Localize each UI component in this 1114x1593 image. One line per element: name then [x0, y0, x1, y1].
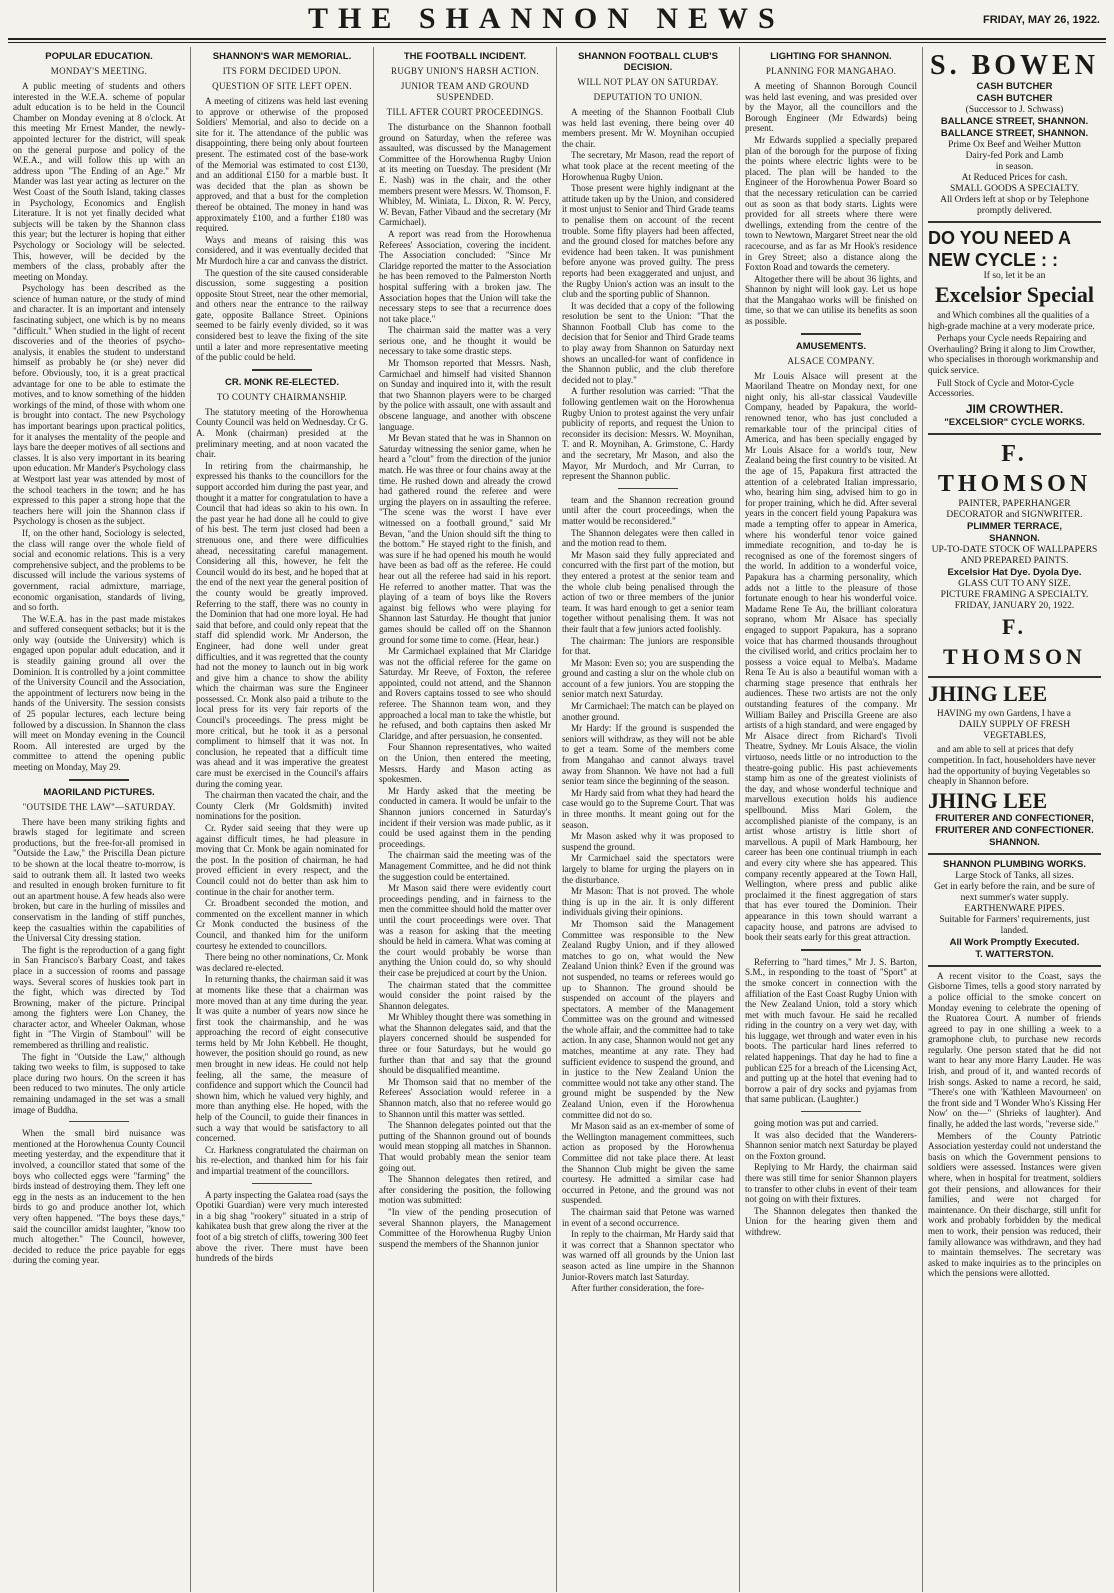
ad-heading: DO YOU NEED A NEW CYCLE : :	[928, 228, 1071, 270]
ad-line: EARTHENWARE PIPES.	[964, 903, 1065, 914]
paragraph: The chairman said the meeting was of the Management Committee, and he did not think the suggestion could be entertained.	[379, 850, 551, 882]
newspaper-title: THE SHANNON NEWS	[308, 2, 785, 35]
paragraph: If, on the other hand, Sociology is selected, the class will range over the whole field of social and economic relations. This is a very comprehensive subject, and the problems to be discussed will include the various systems of government, racial admixture, marriage, economic organisation, standards of living, and so forth.	[13, 527, 185, 613]
subhead: PLANNING FOR MANGAHAO.	[765, 66, 897, 76]
paragraph: Altogether there will be about 36 lights, and Shannon by night will look gay. Let us hope that the Mangahao works will be finished on time, so that we can utilise its benefits as soon as possible.	[745, 273, 917, 327]
paragraph: Referring to "hard times," Mr J. S. Barton, S.M., in responding to the toast of "Sport" at the smoke concert in connection with the affiliation of the East Coast Rugby Union with the New Zealand Union, told a story which met with much favour. He said he recalled riding in the country on a very wet day, with his luggage, wet through and water even in his boots. The particular hard lines referred to related happenings. That day he had to fine a publican £25 for a breach of the Licensing Act, and putting up at the hotel that evening had to borrow a pair of dry socks and pyjamas from that same publican. (Laughter.)	[745, 956, 917, 1105]
column-6-advertisements	[923, 47, 1106, 1592]
ad-title: F. THOMSON	[943, 613, 1086, 669]
headline-popular-education: POPULAR EDUCATION.	[45, 51, 153, 62]
ad-line: in season.	[995, 162, 1034, 172]
paragraph: In retiring from the chairmanship, he expressed his thanks to the councillors for the support accorded him during the past year, and thought it a matter for congratulation to have a Council that had ideas so akin to his own. In the past year he had done all he could to give of his best. The term just closed had been a strenuous one, and there were difficulties ahead, necessitating careful management. Considering all this, however, he felt the Council would do its best, and he hoped that at the end of the next year the general position of the county would be greatly improved. Referring to the staff, there was no county in the Dominion that had one more loyal. He had said that before, and could only repeat that the staff did splendid work. Mr Anderson, the Engineer, had done well under great difficulties, and it was regretted that the county had not the money to launch out in big work and give him a chance to show the ability which the chairman was sure the Engineer possessed. Cr. Monk also paid a tribute to the local press for its very fair reports of the Council's proceedings. The press might be more critical, but he took it as a personal compliment to himself that it was not. In conclusion, he repeated that a difficult time was ahead and it was imperative the greatest care must be exercised in the Council's affairs during the coming year.	[196, 460, 368, 789]
headline-monk-re-elected: CR. MONK RE-ELECTED.	[225, 376, 339, 388]
ad-line: FRIDAY, JANUARY 20, 1922.	[954, 600, 1075, 611]
paragraph: Mr Mason said as an ex-member of some of the Wellington management committees, such action as proposed by the Horowhenua Committee did not take place there. At least the Shannon Club might be given the same courtesy. He admitted a similar case had occurred in Petone, and the ground was not suspended.	[562, 1121, 734, 1206]
column-5	[740, 47, 923, 1592]
ad-line: (Successor to J. Schwass)	[965, 105, 1064, 115]
paragraph: In returning thanks, the chairman said it was at moments like these that a chairman was more moved than at any time during the year. It was quite a number of years now since he first took the chairmanship, and he was approaching the record of eight consecutive terms held by Mr John Kebbell. He thought, however, the position should go round, as new men brought in new ideas. He could not help feeling, all the same, the measure of confidence and support which the Council had shown him, which he valued very highly, and more than anything else. He hoped, with the help of the Council, to guide their finances in such a way that would be satisfactory to all concerned.	[196, 974, 368, 1144]
paragraph: Those present were highly indignant at the attitude taken up by the Union, and considered it most unjust to Senior and Third Grade teams to penalise them on account of the recent trouble. Some fifty players had been affected, and the ground closed for matches before any evidence had been taken. It was punishment before anyone was proved guilty. The press reports had been exaggerated and unjust, and the Rugby Union's action was an insult to the club and the sporting public of Shannon.	[562, 183, 734, 300]
paragraph: The statutory meeting of the Horowhenua County Council was held on Wednesday. Cr G. A. Monk (chairman) presided at the preliminary meeting, and at noon vacated the chair.	[196, 406, 368, 460]
paragraph: It was also decided that the Wanderers-Shannon senior match next Saturday be played on the Foxton ground.	[745, 1129, 917, 1161]
column-3	[374, 47, 557, 1592]
ad-line: SMALL GOODS A SPECIALTY.	[950, 184, 1079, 194]
ad-bowen-butcher	[928, 47, 1101, 223]
paragraph: The Shannon delegates then thanked the Union for the hearing given them and withdrew.	[745, 1205, 917, 1237]
ad-line: CASH BUTCHER	[976, 93, 1053, 104]
subhead: ITS FORM DECIDED UPON.	[222, 66, 342, 76]
paragraph: Mr Carmichael said the spectators were largely to blame for urging the players on in the disturbance.	[562, 853, 734, 885]
ad-heading: SHANNON PLUMBING WORKS.	[942, 858, 1087, 870]
ad-excelsior-cycle	[928, 223, 1101, 435]
ad-line: FRUITERER AND CONFECTIONER,	[935, 812, 1094, 824]
subhead: QUESTION OF SITE LEFT OPEN.	[212, 81, 352, 91]
ad-line: PICTURE FRAMING A SPECIALTY.	[940, 589, 1089, 600]
paragraph: Mr Carmichael explained that Mr Claridge was not the official referee for the game on Saturday. Mr Reeve, of Foxton, the referee appointed, could not attend, and the Shannon and Rovers captains tossed to see who should referee. The Shannon team won, and they approached a local man to take the whistle, but he refused, and both captains then asked Mr Claridge, and after persuasion, he consented.	[379, 646, 551, 741]
paragraph: Mr Mason: That is not proved. The whole thing is up in the air. It is only different individuals giving their opinions.	[562, 886, 734, 918]
paragraph: A report was read from the Horowhenua Referees' Association, covering the incident. The Association concluded: "Since Mr Claridge reported the matter to the Association he has been removed to the Palmerston North hospital suffering with a broken jaw. The Association hopes that the Union will take the necessary steps to see that a recurrence does not take place."	[379, 228, 551, 324]
paragraph: The Shannon delegates pointed out that the putting of the Shannon ground out of bounds would mean stopping all matches in Shannon. That would probably mean the senior team going out.	[379, 1120, 551, 1173]
ad-line: Get in early before the rain, and be sure of next summer's water supply.	[934, 881, 1095, 903]
paragraph: The disturbance on the Shannon football ground on Saturday, when the referee was assaulted, was discussed by the Management Committee of the Horowhenua Rugby Union at its meeting on Tuesday. The president (Mr E. Nash) was in the chair, and the other members present were Messrs. W. Thomson, F. Whibley, M. Winiata, L. Dixon, R. W. Percy, W. Bevan, Father Vibaud and the secretary (Mr Carmichael).	[379, 122, 551, 228]
divider	[801, 333, 861, 335]
paragraph: A meeting of the Shannon Football Club was held last evening, there being over 40 members present. Mr W. Moynihan occupied the chair.	[562, 107, 734, 149]
ad-line: Large Stock of Tanks, all sizes.	[955, 870, 1074, 881]
paragraph: Mr Mason said they fully appreciated and concurred with the first part of the motion, but they entered a protest at the senior team and the whole club being penalised through the action of two or three members of the junior team. It was hard enough to get a senior team together without penalising them. It was not their fault that a few juniors acted foolishly.	[562, 549, 734, 634]
subhead: TILL AFTER COURT PROCEEDINGS.	[386, 107, 544, 117]
paragraph: Mr Hardy said from what they had heard the case would go to the Supreme Court. That was in three months. It meant going out for the season.	[562, 787, 734, 830]
ad-line: PAINTER, PAPERHANGER	[958, 498, 1071, 509]
paragraph: Ways and means of raising this was considered, and it was eventually decided that Mr Murdoch hire a car and canvass the district.	[196, 234, 368, 266]
subhead: "OUTSIDE THE LAW"—SATURDAY.	[22, 801, 176, 812]
subhead: JUNIOR TEAM AND GROUND SUSPENDED.	[400, 81, 530, 102]
subhead: MONDAY'S MEETING.	[50, 66, 148, 76]
paragraph: Mr Louis Alsace will present at the Maoriland Theatre on Monday next, for one night only, his all-star classical Vaudeville Company, headed by Papakura, the world-renowned tenor, who has just concluded a remarkable tour of the principal cities of America, and has been specially engaged by Mr Louis Alsace for a world's tour, New Zealand being the first country to be visited. At the age of 15, Papakura first attracted the attention of a celebrated Italian impressario, who, hearing him sing, advised him to go in for proper training, which he did. After several years in the concert field young Papakura was made a tempting offer to appear in America, where his wonderful tenor voice gained immediate recognition, and to-day he is recognised as one of the foremost singers of the world. In addition to a wonderful voice, Papakura has a charming personality, which adds not a little to the pleasure of those fortunate enough to hear his wonderful voice. Madame Rene Te Au, the brilliant coloratura soprano, whom Mr Alsace has specially engaged to support Papakura, has a soprano voice that has charmed thousands throughout the civilised world, and critics proclaim her to possess a voice equal to Melba's. Madame Rena Te Au is also a beautiful woman with a charming stage presence that enthrals her audiences. These two artists are not the only outstanding features of the company. Mr William Bailey and Priscilla Greene are also artists of a high standard, and were engaged by Mr Alsace direct from Richard's Tivoli Theatre, Sydney. Mr Louis Alsace, the violin virtuoso, needs little or no introduction to the theatre-going public. His past achievements stamp him as one of the greatest violinists of the day, and whose wonderful technique and marvellous execution holds his audience spellbound. Miss Mari Golem, the accomplished pianiste of the company, is an artist whose artistry is little short of marvellous. A pupil of Mark Hambourg, her career has been one continual triumph in each and every city where she has appeared. This company recently appeared at the Town Hall, Wellington, where press and public alike proclaimed it the finest aggregation of stars that has ever toured the Dominion. Their appearance in this town should warrant a capacity house, and patrons are advised to book their seats early for this great attraction.	[745, 370, 917, 943]
paragraph: Mr Carmichael: The match can be played on another ground.	[562, 701, 734, 722]
divider	[69, 1121, 129, 1122]
ad-title: F. THOMSON	[937, 440, 1092, 497]
headline-football-incident: THE FOOTBALL INCIDENT.	[403, 51, 527, 62]
ad-line: If so, let it be an	[983, 271, 1046, 281]
paragraph: The W.E.A. has in the past made mistakes and suffered consequent setbacks; but it is the only way (outside the University) which is engaged upon popular adult education, and it is steadily gaining ground all over the Dominion. It is controlled by a joint committee of the University Council and the Association, the appointment of lecturers now being in the hands of the University. The session consists of 25 popular lectures, each lecture being followed by a discussion. In Shannon the class will meet on Monday evening in the Council Room. All interested are urged by the committee to attend the opening public meeting on Monday, May 29.	[13, 613, 185, 772]
paragraph: Psychology has been described as the science of human nature, or the study of mind and character. It is an important and intensely fascinating subject, one which is by no means "difficult." When studied in the light of recent discoveries and of the theories of psycho-analysis, it enables the student to understand himself as probably he (or she) never did before. Obviously, too, it is a great practical advantage for one to be able to estimate the motives, and to know something of the hidden workings of the mind, of those with whom one is brought into contact. The new Psychology has important bearings upon practical politics, for it analyses the mentality of the people and lays bare the deeper motives of all sections and classes. It is also very important in its bearing upon education. Mr Mander's Psychology class at Westport last year was attended by most of the school teachers in the town; and he has expressed to this paper a strong hope that the teachers here will join the Shannon class if Psychology is chosen as the subject.	[13, 283, 185, 527]
paragraph: Mr Thomson reported that Messrs. Nash, Carmichael and himself had visited Shannon on Sunday and inquired into it, with the result that two Shannon players were to be charged by the police with assault, one with assault and obscene language, and another with obscene language.	[379, 358, 551, 432]
paragraph: In reply to the chairman, Mr Hardy said that it was correct that a Shannon spectator who was warned off all grounds by the Union last season acted as line umpire in the Shannon Junior-Rovers match last Saturday.	[562, 1229, 734, 1282]
paragraph: The chairman: The juniors are responsible for that.	[562, 635, 734, 657]
divider	[801, 949, 861, 951]
ad-jhing-lee	[928, 678, 1101, 855]
paragraph: Mr Mason: Even so; you are suspending the ground and casting a slur on the whole club on account of a few juniors. You are stopping the senior match next Saturday.	[562, 657, 734, 700]
ad-title: S. BOWEN	[930, 50, 1099, 81]
divider	[252, 1183, 312, 1184]
ad-text: Full Stock of Cycle and Motor-Cycle Accessories.	[928, 377, 1074, 399]
paragraph: Mr Thomson said the Management Committee was responsible to the New Zealand Rugby Union, and if they allowed matches to go on, what would the New Zealand Union think? Even if the ground was not suspended, no teams or referees would go up to Shannon. The ground should be suspended on account of the players and spectators. A member of the Management Committee was on the ground and witnessed the whole affair, and the committee had to take action. In any case, Shannon would not get any matches, meantime at any rate. They had sufficient evidence to suspend the ground, and in justice to the New Zealand Union the committee would not take any other stand. The ground might be suspended by the New Zealand Union, even if the Horowhenua committee did not do so.	[562, 918, 734, 1120]
ad-line: CASH BUTCHER	[976, 81, 1053, 92]
column-1	[8, 47, 191, 1592]
paragraph: There being no other nominations, Cr. Monk was declared re-elected.	[196, 952, 368, 973]
ad-line: Excelsior Hat Dye. Dyola Dye.	[947, 566, 1082, 578]
ad-line: SHANNON.	[989, 836, 1040, 848]
headline-maoriland-pictures: MAORILAND PICTURES.	[43, 786, 155, 798]
ad-line: All Orders left at shop or by Telephone promptly delivered.	[940, 195, 1089, 216]
paragraph: The fight is the reproduction of a gang fight in San Francisco's Barbary Coast, and takes place in a succession of rooms and passage ways. Several scores of huskies took part in the fight, which was directed by Tod Browning, maker of the picture. Principal among the fighters were Lon Chaney, the character actor, and Wheeler Oakman, whose fight in "The Virgin of Stamboul" will be remembered as thrilling and realistic.	[13, 944, 185, 1051]
subhead: TO COUNTY CHAIRMANSHIP.	[216, 391, 348, 402]
paragraph: A meeting of Shannon Borough Council was held last evening, and was presided over by the Mayor, all the councillors and the Borough Engineer (Mr Edwards) being present.	[745, 81, 917, 134]
headline-lighting: LIGHTING FOR SHANNON.	[770, 51, 892, 62]
column-4	[557, 47, 740, 1592]
paragraph: Mr Edwards supplied a specially prepared plan of the borough for the purpose of fixing the points where electric lights were to be placed. The plan will be handed to the Engineer of the Horowhenua Power Board so that the necessary reticulation can be carried out as soon as that body starts. Lights were provided for all streets where there were dwellings, extending from the centre of the town to Newtown, Margaret Street near the old racecourse, and as far as Mr Hook's residence in Grey Street; also a distance along the Foxton Road and towards the cemetery.	[745, 134, 917, 273]
ad-text: and am able to sell at prices that defy competition. In fact, householders have never had the opportunity of buying Vegetables so cheaply in Shannon before.	[928, 744, 1096, 787]
paragraph: Mr Thomson said that no member of the Referees' Association would referee in a Shannon match, also that no referee would go to Shannon until this matter was settled.	[379, 1076, 551, 1119]
paragraph: Mr Mason asked why it was proposed to suspend the ground.	[562, 831, 734, 852]
issue-date: FRIDAY, MAY 26, 1922.	[983, 14, 1100, 26]
paragraph: After further consideration, the fore-	[571, 1283, 705, 1294]
ad-text: Perhaps your Cycle needs Repairing and Overhauling? Bring it along to Jim Crowther, who specialises in thorough workmanship and quick service.	[928, 333, 1099, 375]
paragraph: Replying to Mr Hardy, the chairman said there was still time for senior Shannon players to transfer to other clubs in event of their team not going on with their fixtures.	[745, 1162, 917, 1205]
subhead: WILL NOT PLAY ON SATURDAY.	[577, 77, 719, 87]
masthead	[8, 4, 1106, 40]
paragraph: Mr Whibley thought there was something in what the Shannon delegates said, and that the players concerned should be suspended for three or four Saturdays, but he would go further than that and say that the ground should be disqualified meantime.	[379, 1012, 551, 1076]
ad-line: T. WATTERSTON.	[975, 948, 1054, 960]
subhead: DEPUTATION TO UNION.	[593, 92, 703, 102]
paragraph: Mr Mason said there were evidently court proceedings pending, and in fairness to the men the committee should hold the matter over until the court proceedings were over. That was a reason for asking that the meeting should be held in camera. What was coming at the court would probably be worse than anything the Union could do, so why should their case be prejudiced at court by the Union.	[379, 883, 551, 978]
paragraph: Members of the County Patriotic Association yesterday could not understand the basis on which the Government pensions to soldiers were assessed. Instances were given where, when in hospital for treatment, soldiers got their pensions, and allowances for their families, and were not charged for maintenance. On their discharge, still unfit for work and probably forbidden by the medical men to work, their pension was reduced, their family allowance was withdrawn, and they had to maintain themselves. The secretary was asked to make inquiries as to the principles on which the pensions were allotted.	[928, 1130, 1101, 1279]
paragraph: Cr. Broadbent seconded the motion, and commented on the excellent manner in which Cr Monk conducted the business of the Council, and thanked him for the uniform courtesy he extended to councillors.	[196, 898, 368, 951]
paragraph: team and the Shannon recreation ground until after the court proceedings, when the matter would be reconsidered."	[562, 494, 734, 526]
ad-plumbing-works	[928, 855, 1101, 967]
divider	[69, 779, 129, 781]
divider	[801, 1111, 861, 1112]
ad-line: Dairy-fed Pork and Lamb	[965, 151, 1064, 161]
column-2	[191, 47, 374, 1592]
ad-line: DAILY SUPPLY OF FRESH VEGETABLES,	[958, 720, 1071, 742]
ad-line: All Work Promptly Executed.	[949, 936, 1080, 948]
ad-line: PLIMMER TERRACE,	[967, 520, 1062, 532]
paragraph: A recent visitor to the Coast, says the Gisborne Times, tells a good story narrated by a police official to the smoke concert on Monday evening to celebrate the opening of the Ruatorea Court. A number of friends agreed to pay in one shilling a week to a gramophone club, to purchase new records regularly. One person stated that he did not want to hear any more Harry Lauder. He was Irish, and proud of it, and wanted records of Irish songs. Asked to name a record, he said, "There's one with 'Kathleen Mavourneen' on the front side and 'I Wonder Who's Kissing Her Now' on the—" (Shrieks of laughter). And finally, he added the last words, "reverse side."	[928, 970, 1101, 1130]
paragraph: The secretary, Mr Mason, read the report of what took place at the recent meeting of the Horowhenua Rugby Union.	[562, 150, 734, 182]
ad-text: and Which combines all the qualities of a high-grade machine at a very moderate price.	[928, 310, 1095, 331]
ad-line: FRUITERER AND CONFECTIONER.	[935, 824, 1094, 836]
divider	[252, 369, 312, 371]
ad-line: DECORATOR and SIGNWRITER.	[946, 509, 1083, 520]
headline-football-club-decision: SHANNON FOOTBALL CLUB'S DECISION.	[578, 51, 718, 73]
masthead-rule	[8, 42, 1106, 43]
ad-line: SHANNON.	[989, 532, 1040, 544]
paragraph: A further resolution was carried: "That the following gentlemen wait on the Horowhenua Rugby Union to protest against the very unfair publicity of reports, and request the Union to reconsider its decision: Messrs. W. Moynihan, T. and R. Moynihan, A. Grimstone, C. Hardy and the secretary, Mr Mason, and also the Mayor, Mr Murdoch, and Mr Curran, to represent the Shannon public.	[562, 386, 734, 482]
ad-line: UP-TO-DATE STOCK OF WALLPAPERS AND PREPARED PAINTS.	[931, 544, 1098, 566]
paragraph: The chairman said the matter was a very serious one, and he thought it would be necessary to take some drastic steps.	[379, 325, 551, 357]
ad-line: Suitable for Farmers' requirements, just landed.	[939, 914, 1090, 936]
ad-title: Excelsior Special	[934, 282, 1095, 307]
subhead: ALSACE COMPANY.	[787, 355, 875, 366]
subhead: RUGBY UNION'S HARSH ACTION.	[391, 66, 539, 76]
ad-line: "EXCELSIOR" CYCLE WORKS.	[944, 416, 1085, 428]
paragraph: Cr. Ryder said seeing that they were up against difficult times, he had pleasure in moving that Cr. Monk be again nominated for the post. In the position of chairman, he had proved efficient in every respect, and the Council could not do better than ask him to continue in the chair for another term.	[196, 823, 368, 897]
paragraph: The chairman said that Petone was warned in event of a second occurrence.	[562, 1206, 734, 1228]
ad-title: JHING LEE	[928, 680, 1048, 706]
paragraph: going motion was put and carried.	[754, 1118, 879, 1129]
headline-amusements: AMUSEMENTS.	[795, 340, 867, 352]
ad-line: At Reduced Prices for cash.	[961, 173, 1068, 183]
ad-title: JHING LEE	[928, 787, 1048, 813]
paragraph: Cr. Harkness congratulated the chairman on his re-election, and thanked him for his fair and impartial treatment of the councillors.	[196, 1144, 368, 1176]
paragraph: It was decided that a copy of the following resolution be sent to the Union: "That the Shannon Football Club has come to the decision that for Senior and Third Grade teams to play away from Shannon on Saturday next shows an uncalled-for want of confidence in the Shannon public, and the club therefore decided not to play."	[562, 300, 734, 385]
paragraph: A public meeting of students and others interested in the W.E.A. scheme of popular adult education is to be held in the Council Chamber on Monday evening at 8 o'clock. At this meeting Mr Ernest Mander, the newly-appointed lecturer for the district, will speak on the general purpose and policy of the W.E.A., and will follow this up with an address upon "The Ending of an Age." Mr Mander was last year acting as lecturer on the West Coast of the South Island, taking classes in Psychology, Economics and English Literature. It is not yet finally decided what subjects will be taken by the Shannon class this year; but the lecturer is hoping that either Psychology or Sociology will be selected. This, however, will be decided by the members of the class, probably after the meeting on Monday.	[13, 81, 185, 282]
ad-line: BALLANCE STREET, SHANNON.	[940, 128, 1089, 139]
paragraph: The Shannon delegates were then called in and the motion read to them.	[562, 527, 734, 549]
paragraph: "In view of the pending prosecution of several Shannon players, the Management Committee of the Horowhenua Rugby Union suspend the members of the Shannon junior	[379, 1206, 551, 1249]
paragraph: The Shannon delegates then retired, and after considering the position, the following motion was submitted:	[379, 1174, 551, 1206]
paragraph: The fight in "Outside the Law," although taking two weeks to film, is supposed to take place during two hours. On the screen it has been reduced to two minutes. The only article remaining undamaged in the set was a small image of Buddha.	[13, 1051, 185, 1115]
paragraph: The chairman then vacated the chair, and the County Clerk (Mr Goldsmith) invited nominations for the position.	[196, 790, 368, 822]
paragraph: A party inspecting the Galatea road (says the Opotiki Guardian) were very much interested in a big shag "rookery" situated in a strip of kahikatea bush that grew along the river at the foot of a big stretch of cliffs, towering 300 feet above the river. There must have been hundreds of the birds	[196, 1189, 368, 1264]
headline-war-memorial: SHANNON'S WAR MEMORIAL.	[212, 51, 352, 62]
ad-text: HAVING my own Gardens, I have a	[937, 707, 1071, 718]
paragraph: The question of the site caused considerable discussion, some suggesting a position opposite Stout Street, near the other memorial, and others near the entrance to the railway gate, opposite Ballance Street. Opinions seemed to be fairly evenly divided, so it was considered best to leave the fixing of the site until a later and more representative meeting of the public could be held.	[196, 267, 368, 363]
paragraph: Four Shannon representatives, who waited on the Union, then entered the meeting, Messrs. Hardy and Mason acting as spokesmen.	[379, 742, 551, 785]
ad-line: JIM CROWTHER.	[965, 401, 1064, 416]
ad-thomson-painter	[928, 435, 1101, 678]
paragraph: Mr Hardy asked that the meeting be conducted in camera. It would be unfair to the Shannon juniors concerned in Saturday's incident if their version was made public, as it could be used against them in the pending proceedings.	[379, 785, 551, 849]
paragraph: When the small bird nuisance was mentioned at the Horowhenua County Council meeting yesterday, and the expenditure that it involved, a councillor stated that some of the boys who collected eggs were "farming" the birds instead of destroying them. They left one egg in the nests as an inducement to the hen birds to go and produce another lot, which very often happened. "The boys these days," said the councillor amidst laughter, "know too much altogether." The Council, however, decided to reduce the price payable for eggs during the coming year.	[13, 1128, 185, 1266]
paragraph: The chairman stated that the committee would consider the point raised by the Shannon delegates.	[379, 979, 551, 1011]
paragraph: A meeting of citizens was held last evening to approve or otherwise of the proposed Soldiers' Memorial, and also to decide on a site for it. The attendance of the public was disappointing, there being only about fourteen present. The estimated cost of the base-work of the Memorial was estimated to cost £130, and an additional £150 for a marble bust. It was decided that the plan as shown be approved, and that a bust for the completion thereof be obtained. The money in hand was approximately £100, and a further £180 was required.	[196, 96, 368, 234]
divider	[618, 488, 678, 489]
paragraph: There have been many striking fights and brawls staged for legitimate and screen productions, but the free-for-all promised in "Outside the Law," the Priscilla Dean picture to be shown at the local theatre to-morrow, is said to outrank them all. It lasted two weeks and resulted in enough broken furniture to fit out an apartment house. A few heads also were broken, but care in the hurling of missiles and conservatism in the landing of stiff punches, keep the casualties within the capabilities of the Universal City dressing station.	[13, 816, 185, 944]
columns	[8, 47, 1106, 1592]
ad-line: BALLANCE STREET, SHANNON.	[940, 116, 1089, 127]
ad-line: Prime Ox Beef and Weiher Mutton	[948, 140, 1081, 150]
paragraph: Mr Hardy: If the ground is suspended the seniors will withdraw, as they will not be able to get a team. Some of the members come from Mangahao and cannot always travel away from Shannon. We have not had a full senior team since the beginning of the season.	[562, 723, 734, 787]
paragraph: Mr Bevan stated that he was in Shannon on Saturday witnessing the senior game, when he heard a "clout" from the direction of the junior match. He was three or four chains away at the time. He rushed down and already the crowd had gathered round the referee and were urging the players on in assaulting the referee. "The scene was the worst I have ever witnessed on a football ground," said Mr Bevan, "and the Union should sift the thing to the bottom." He stayed right to the finish, and was sure if he had opened his mouth he would have been as bad off as the referee. He could hear out all the referee had said in his report. He referred to another matter. That was the playing of a team of boys like the Rovers against big fellows who were playing for Shannon last Saturday. He thought that junior games should be called off on the Shannon ground for some time to come. (Hear, hear.)	[379, 433, 551, 645]
ad-line: GLASS CUT TO ANY SIZE.	[958, 578, 1071, 589]
